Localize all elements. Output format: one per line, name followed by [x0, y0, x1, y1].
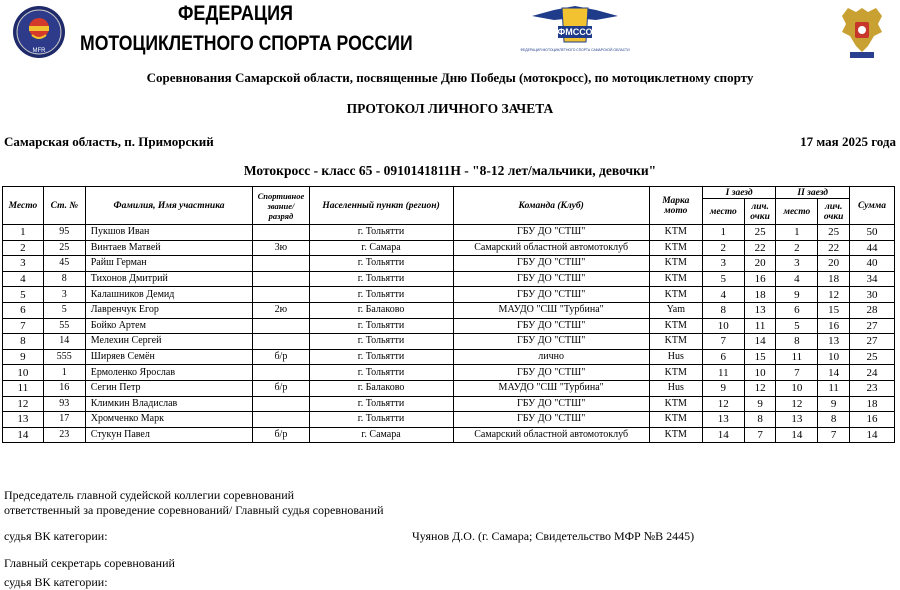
row-moto: KTM — [649, 396, 702, 412]
row-city: г. Тольятти — [309, 318, 453, 334]
footer-chair-line1: Председатель главной судейской коллегии соревнований — [4, 488, 295, 502]
row-team: Самарский областной автомотоклуб — [453, 240, 649, 256]
table-row — [3, 380, 895, 396]
protocol-title: ПРОТОКОЛ ЛИЧНОГО ЗАЧЕТА — [346, 101, 554, 116]
row-total: 34 — [849, 271, 894, 287]
row-rank — [253, 365, 309, 381]
row-team: ГБУ ДО "СТШ" — [453, 318, 649, 334]
row-moto: KTM — [649, 240, 702, 256]
footer-chair-line2: ответственный за проведение соревнований/ Главный судья соревнований — [4, 503, 384, 517]
row-race1-place: 2 — [702, 240, 744, 256]
row-race2-points: 15 — [818, 302, 850, 318]
row-number: 25 — [43, 240, 85, 256]
row-race1-points: 10 — [744, 365, 776, 381]
row-city: г. Тольятти — [309, 412, 453, 428]
row-moto: Yam — [649, 302, 702, 318]
table-row — [3, 302, 895, 318]
row-rank: б/р — [253, 349, 309, 365]
row-name: Винтаев Матвей — [85, 240, 253, 256]
row-place: 4 — [3, 271, 44, 287]
row-race1-points: 9 — [744, 396, 776, 412]
row-race2-place: 4 — [776, 271, 818, 287]
header-race2-place: место — [776, 199, 818, 225]
header-total: Сумма — [849, 187, 894, 225]
header-race1-place: место — [702, 199, 744, 225]
row-race2-points: 22 — [818, 240, 850, 256]
row-moto: Hus — [649, 349, 702, 365]
logo-center-caption: ФЕДЕРАЦИЯ МОТОЦИКЛЕТНОГО СПОРТА САМАРСКОЙ ОБЛАСТИ — [520, 48, 630, 52]
row-rank: 2ю — [253, 302, 309, 318]
row-team: Самарский областной автомотоклуб — [453, 427, 649, 443]
row-place: 5 — [3, 287, 44, 303]
row-number: 14 — [43, 334, 85, 350]
footer-secretary-category: судья ВК категории: — [4, 575, 108, 589]
row-number: 8 — [43, 271, 85, 287]
row-city: г. Тольятти — [309, 225, 453, 241]
results-table — [2, 186, 895, 443]
row-rank — [253, 334, 309, 350]
row-team: ГБУ ДО "СТШ" — [453, 256, 649, 272]
table-row — [3, 349, 895, 365]
row-place: 3 — [3, 256, 44, 272]
row-rank — [253, 256, 309, 272]
row-race2-place: 14 — [776, 427, 818, 443]
row-race1-place: 7 — [702, 334, 744, 350]
row-name: Стукун Павел — [85, 427, 253, 443]
row-race2-points: 25 — [818, 225, 850, 241]
header-team: Команда (Клуб) — [453, 187, 649, 225]
row-race2-place: 3 — [776, 256, 818, 272]
row-moto: KTM — [649, 287, 702, 303]
row-race2-points: 8 — [818, 412, 850, 428]
row-race1-points: 11 — [744, 318, 776, 334]
row-number: 45 — [43, 256, 85, 272]
row-number: 55 — [43, 318, 85, 334]
row-race1-place: 3 — [702, 256, 744, 272]
row-city: г. Балаково — [309, 302, 453, 318]
row-race2-points: 7 — [818, 427, 850, 443]
row-total: 44 — [849, 240, 894, 256]
row-race2-points: 9 — [818, 396, 850, 412]
row-race1-place: 10 — [702, 318, 744, 334]
table-row — [3, 287, 895, 303]
mfr-logo — [6, 4, 72, 60]
row-team: МАУДО "СШ "Турбина" — [453, 302, 649, 318]
row-number: 555 — [43, 349, 85, 365]
row-race2-place: 10 — [776, 380, 818, 396]
row-race1-points: 8 — [744, 412, 776, 428]
row-moto: KTM — [649, 412, 702, 428]
table-row — [3, 256, 895, 272]
row-team: ГБУ ДО "СТШ" — [453, 271, 649, 287]
row-race1-points: 7 — [744, 427, 776, 443]
row-total: 18 — [849, 396, 894, 412]
row-total: 24 — [849, 365, 894, 381]
row-place: 11 — [3, 380, 44, 396]
row-name: Хромченко Марк — [85, 412, 253, 428]
row-race1-place: 12 — [702, 396, 744, 412]
row-name: Сегин Петр — [85, 380, 253, 396]
row-rank — [253, 318, 309, 334]
row-name: Тихонов Дмитрий — [85, 271, 253, 287]
row-total: 23 — [849, 380, 894, 396]
row-race1-points: 18 — [744, 287, 776, 303]
row-race1-place: 13 — [702, 412, 744, 428]
row-race1-place: 9 — [702, 380, 744, 396]
table-row — [3, 427, 895, 443]
row-place: 7 — [3, 318, 44, 334]
table-row — [3, 318, 895, 334]
row-race1-place: 14 — [702, 427, 744, 443]
row-number: 23 — [43, 427, 85, 443]
table-row — [3, 225, 895, 241]
federation-title-line1: ФЕДЕРАЦИЯ — [178, 2, 294, 25]
row-number: 1 — [43, 365, 85, 381]
row-race1-place: 8 — [702, 302, 744, 318]
row-race1-points: 15 — [744, 349, 776, 365]
row-total: 14 — [849, 427, 894, 443]
table-row — [3, 334, 895, 350]
header-moto: Марка мото — [649, 187, 702, 225]
row-place: 14 — [3, 427, 44, 443]
row-race1-points: 25 — [744, 225, 776, 241]
row-race2-place: 12 — [776, 396, 818, 412]
row-city: г. Тольятти — [309, 334, 453, 350]
row-race1-place: 11 — [702, 365, 744, 381]
location: Самарская область, п. Приморский — [4, 134, 214, 149]
row-race1-points: 13 — [744, 302, 776, 318]
row-place: 13 — [3, 412, 44, 428]
row-race1-place: 1 — [702, 225, 744, 241]
row-race2-place: 9 — [776, 287, 818, 303]
table-row — [3, 412, 895, 428]
row-number: 95 — [43, 225, 85, 241]
row-race2-place: 2 — [776, 240, 818, 256]
footer-judge-name: Чуянов Д.О. (г. Самара; Свидетельство МФР №В 2445) — [412, 529, 695, 543]
fmsso-logo — [520, 2, 630, 62]
row-total: 50 — [849, 225, 894, 241]
row-team: ГБУ ДО "СТШ" — [453, 365, 649, 381]
row-place: 2 — [3, 240, 44, 256]
row-moto: KTM — [649, 256, 702, 272]
row-race1-points: 16 — [744, 271, 776, 287]
row-place: 9 — [3, 349, 44, 365]
class-title: Мотокросс - класс 65 - 0910141811Н - "8-12 лет/мальчики, девочки" — [243, 163, 657, 178]
table-row — [3, 365, 895, 381]
row-race2-points: 16 — [818, 318, 850, 334]
row-race2-points: 14 — [818, 365, 850, 381]
row-name: Лавренчук Егор — [85, 302, 253, 318]
row-city: г. Тольятти — [309, 256, 453, 272]
table-row — [3, 271, 895, 287]
row-race2-place: 8 — [776, 334, 818, 350]
footer-judge-category: судья ВК категории: — [4, 529, 108, 543]
row-rank — [253, 287, 309, 303]
row-total: 25 — [849, 349, 894, 365]
row-race1-place: 4 — [702, 287, 744, 303]
row-race1-points: 22 — [744, 240, 776, 256]
row-total: 27 — [849, 318, 894, 334]
row-moto: Hus — [649, 380, 702, 396]
row-name: Мелехин Сергей — [85, 334, 253, 350]
row-team: ГБУ ДО "СТШ" — [453, 287, 649, 303]
row-rank: 3ю — [253, 240, 309, 256]
row-race1-points: 14 — [744, 334, 776, 350]
row-total: 30 — [849, 287, 894, 303]
row-rank — [253, 271, 309, 287]
logo-center-text: ФМССО — [557, 27, 593, 37]
row-rank — [253, 396, 309, 412]
row-place: 6 — [3, 302, 44, 318]
row-name: Ермоленко Ярослав — [85, 365, 253, 381]
header-race2-points: лич. очки — [818, 199, 850, 225]
row-moto: KTM — [649, 427, 702, 443]
row-race2-place: 13 — [776, 412, 818, 428]
table-row — [3, 240, 895, 256]
row-place: 10 — [3, 365, 44, 381]
header-race1-points: лич. очки — [744, 199, 776, 225]
header-name: Фамилия, Имя участника — [85, 187, 253, 225]
row-name: Бойко Артем — [85, 318, 253, 334]
row-total: 27 — [849, 334, 894, 350]
competition-title: Соревнования Самарской области, посвященные Дню Победы (мотокросс), по мотоциклетному спорту — [146, 70, 754, 85]
row-city: г. Тольятти — [309, 349, 453, 365]
row-race1-points: 12 — [744, 380, 776, 396]
row-race2-points: 11 — [818, 380, 850, 396]
row-team: ГБУ ДО "СТШ" — [453, 412, 649, 428]
row-race2-place: 11 — [776, 349, 818, 365]
row-race1-place: 6 — [702, 349, 744, 365]
row-race2-place: 1 — [776, 225, 818, 241]
row-team: МАУДО "СШ "Турбина" — [453, 380, 649, 396]
row-total: 16 — [849, 412, 894, 428]
row-total: 28 — [849, 302, 894, 318]
row-city: г. Самара — [309, 240, 453, 256]
row-city: г. Тольятти — [309, 287, 453, 303]
row-number: 3 — [43, 287, 85, 303]
row-city: г. Самара — [309, 427, 453, 443]
row-number: 93 — [43, 396, 85, 412]
row-rank: б/р — [253, 427, 309, 443]
coat-of-arms-emblem — [836, 2, 888, 60]
row-city: г. Тольятти — [309, 396, 453, 412]
row-number: 5 — [43, 302, 85, 318]
header-race2: II заезд — [776, 187, 850, 199]
row-name: Ширяев Семён — [85, 349, 253, 365]
header-rank: Спортивное звание/ разряд — [253, 187, 309, 225]
row-rank — [253, 225, 309, 241]
date: 17 мая 2025 года — [800, 134, 896, 149]
row-name: Климкин Владислав — [85, 396, 253, 412]
row-moto: KTM — [649, 225, 702, 241]
row-place: 8 — [3, 334, 44, 350]
row-city: г. Тольятти — [309, 365, 453, 381]
row-city: г. Тольятти — [309, 271, 453, 287]
row-team: ГБУ ДО "СТШ" — [453, 225, 649, 241]
row-moto: KTM — [649, 271, 702, 287]
row-moto: KTM — [649, 334, 702, 350]
row-moto: KTM — [649, 365, 702, 381]
row-race2-points: 12 — [818, 287, 850, 303]
federation-title-line2: МОТОЦИКЛЕТНОГО СПОРТА РОССИИ — [80, 32, 413, 55]
row-race2-place: 5 — [776, 318, 818, 334]
row-city: г. Балаково — [309, 380, 453, 396]
header-number: Ст. № — [43, 187, 85, 225]
row-race2-points: 10 — [818, 349, 850, 365]
row-rank: б/р — [253, 380, 309, 396]
header-city: Населенный пункт (регион) — [309, 187, 453, 225]
row-name: Пукшов Иван — [85, 225, 253, 241]
logo-left-text: MFR — [32, 48, 46, 54]
row-team: ГБУ ДО "СТШ" — [453, 334, 649, 350]
header-race1: I заезд — [702, 187, 776, 199]
footer-secretary: Главный секретарь соревнований — [4, 556, 175, 570]
header-place: Место — [3, 187, 44, 225]
row-race2-place: 6 — [776, 302, 818, 318]
row-number: 16 — [43, 380, 85, 396]
row-race2-points: 13 — [818, 334, 850, 350]
row-race2-points: 18 — [818, 271, 850, 287]
row-race2-place: 7 — [776, 365, 818, 381]
row-name: Калашников Демид — [85, 287, 253, 303]
row-race1-points: 20 — [744, 256, 776, 272]
row-team: ГБУ ДО "СТШ" — [453, 396, 649, 412]
row-race1-place: 5 — [702, 271, 744, 287]
row-moto: KTM — [649, 318, 702, 334]
row-name: Райш Герман — [85, 256, 253, 272]
row-rank — [253, 412, 309, 428]
row-number: 17 — [43, 412, 85, 428]
row-place: 1 — [3, 225, 44, 241]
row-team: лично — [453, 349, 649, 365]
row-total: 40 — [849, 256, 894, 272]
row-race2-points: 20 — [818, 256, 850, 272]
row-place: 12 — [3, 396, 44, 412]
table-row — [3, 396, 895, 412]
